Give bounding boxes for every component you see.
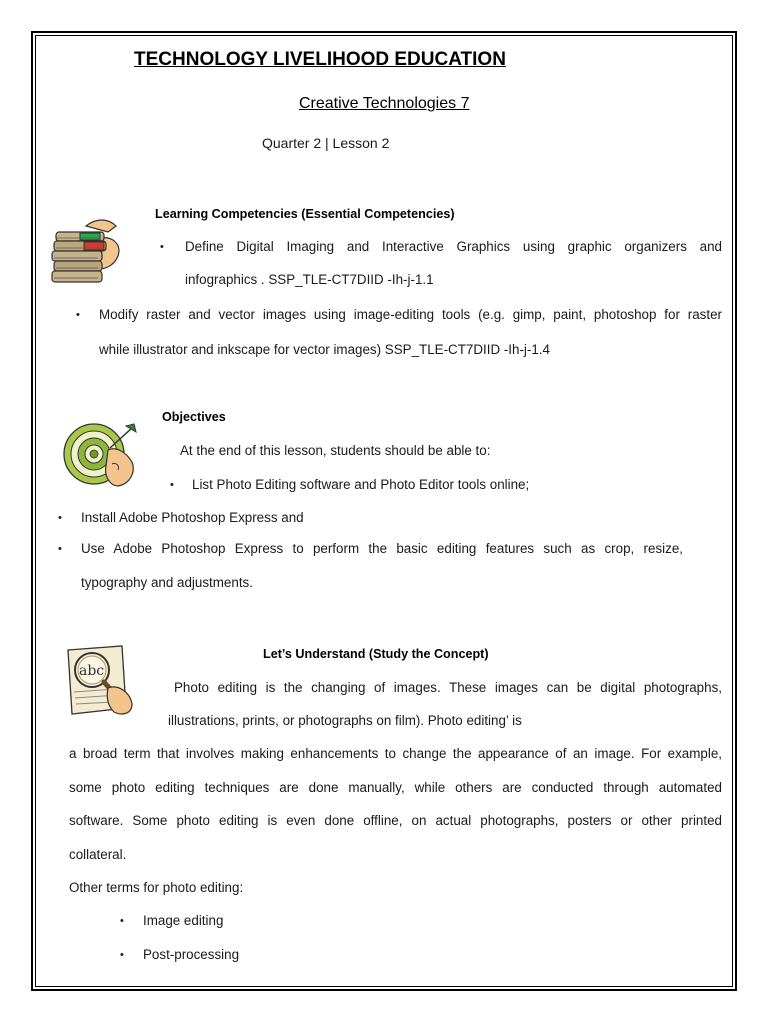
understand-p2-line-3: software. Some photo editing is even done offline, on actual photographs, posters or other printed [69, 813, 722, 828]
objective-1: List Photo Editing software and Photo Editor tools online; [192, 477, 530, 492]
competency-2-line-2: while illustrator and inkscape for vector images) SSP_TLE-CT7DIID -Ih-j-1.4 [99, 342, 550, 357]
competency-1-line-1: Define Digital Imaging and Interactive Graphics using graphic organizers and [185, 239, 722, 254]
magnifier-icon [64, 644, 138, 718]
competency-1-line-2: infographics . SSP_TLE-CT7DIID -Ih-j-1.1 [185, 272, 434, 287]
bullet-glyph: • [120, 915, 124, 927]
bullet-glyph: • [58, 543, 62, 555]
bullet-glyph: • [170, 479, 174, 491]
understand-heading: Let’s Understand (Study the Concept) [263, 647, 489, 661]
understand-p2-line-2: some photo editing techniques are done manually, while others are conducted through automated [69, 780, 722, 795]
svg-text:abc: abc [79, 663, 105, 679]
term-image-editing: Image editing [143, 913, 224, 928]
understand-p1-line-2: illustrations, prints, or photographs on film). Photo editing’ is [168, 713, 522, 728]
bullet-glyph: • [160, 241, 164, 253]
objectives-heading: Objectives [162, 410, 226, 424]
term-post-processing: Post-processing [143, 947, 240, 962]
other-terms-label: Other terms for photo editing: [69, 880, 244, 895]
target-icon [60, 420, 146, 496]
competencies-heading: Learning Competencies (Essential Competencies) [155, 207, 455, 221]
quarter-lesson: Quarter 2 | Lesson 2 [262, 135, 390, 151]
objective-2: Install Adobe Photoshop Express and [81, 510, 304, 525]
bullet-glyph: • [120, 949, 124, 961]
understand-p2-line-4: collateral. [69, 847, 127, 862]
objectives-intro: At the end of this lesson, students should be able to: [180, 443, 491, 458]
bullet-glyph: • [76, 309, 80, 321]
books-icon [46, 214, 124, 290]
objective-3-line-1: Use Adobe Photoshop Express to perform the basic editing features such as crop, resize, [81, 541, 683, 556]
bullet-glyph: • [58, 512, 62, 524]
document-title: TECHNOLOGY LIVELIHOOD EDUCATION [134, 49, 506, 70]
understand-p1-line-1: Photo editing is the changing of images. These images can be digital photographs, [174, 680, 722, 695]
subject-title: Creative Technologies 7 [299, 95, 470, 112]
understand-p2-line-1: a broad term that involves making enhancements to change the appearance of an image. For example, [69, 746, 722, 761]
objective-3-line-2: typography and adjustments. [81, 575, 253, 590]
competency-2-line-1: Modify raster and vector images using image-editing tools (e.g. gimp, paint, photoshop for raster [99, 307, 722, 322]
